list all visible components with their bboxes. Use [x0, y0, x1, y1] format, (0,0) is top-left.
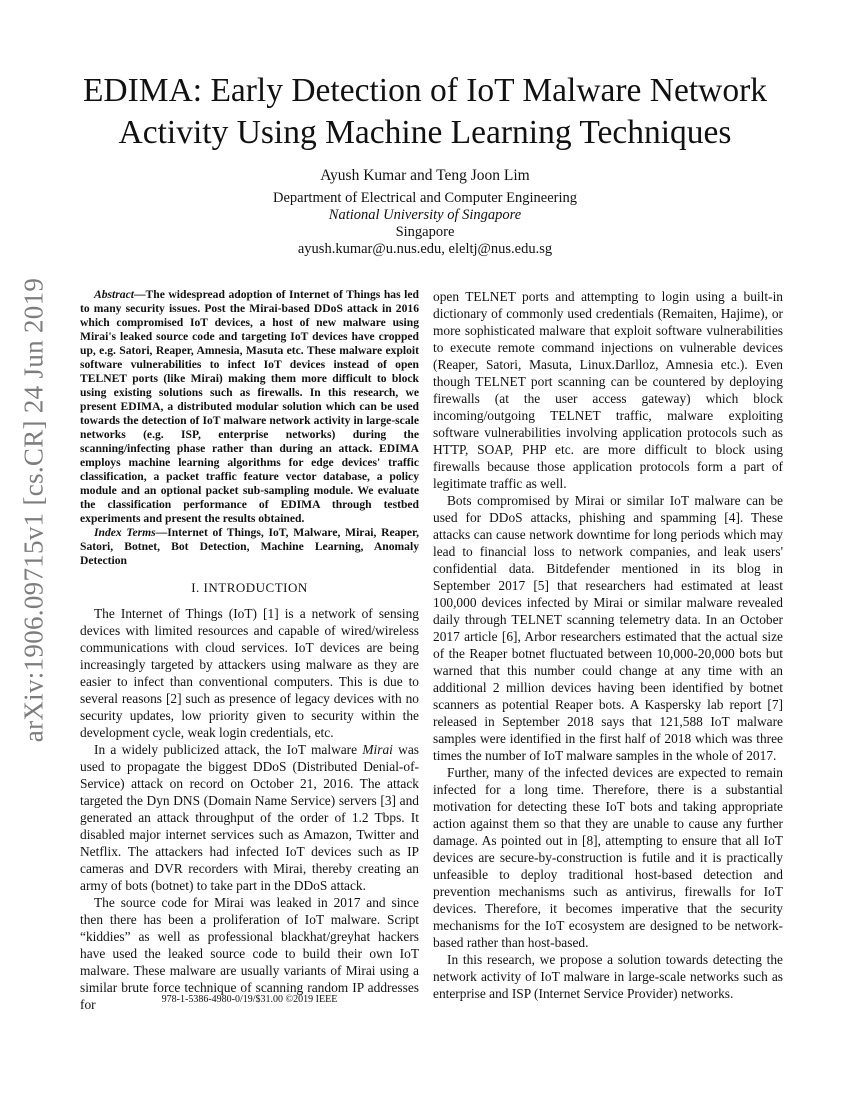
abstract	[80, 288, 419, 526]
source-code-paragraph: The source code for Mirai was leaked in 2017 and since then there has been a proliferation of IoT malware. Script “kiddies” as well as professional blackhat/greyhat hackers have used the leaked source code to build their own IoT malware. These malware are usually variants of Mirai using a similar brute force technique of scanning random IP addresses for	[80, 895, 419, 1012]
index-terms-lead: Index Terms	[94, 526, 156, 539]
telnet-paragraph: open TELNET ports and attempting to login using a built-in dictionary of commonly used credentials (Remaiten, Hajime), or more sophisticated malware that exploit software vulnerabilities to execute remote command injections on vulnerable devices (Reaper, Satori, Masuta, Linux.Darlloz, Amnesia etc.). Even though TELNET port scanning can be countered by deploying firewalls (at the user access gateway) which block incoming/outgoing TELNET traffic, malware exploiting software vulnerabilities involving application protocols such as HTTP, SOAP, PHP etc. are more difficult to block using firewalls because those application protocols form a part of legitimate traffic as well.	[433, 289, 783, 491]
index-terms-text: —Internet of Things, IoT, Malware, Mirai, Reaper, Satori, Botnet, Bot Detection, Machine Learning, Anomaly Detection	[80, 526, 419, 567]
paper-title	[60, 70, 790, 154]
left-column	[80, 288, 419, 1013]
author-names: Ayush Kumar and Teng Joon Lim	[320, 167, 530, 184]
mirai-paragraph	[80, 741, 419, 894]
arxiv-identifier	[14, 277, 54, 743]
arxiv-identifier-text: arXiv:1906.09715v1 [cs.CR] 24 Jun 2019	[18, 277, 49, 743]
further-paragraph: Further, many of the infected devices are expected to remain infected for a long time. Therefore, there is a substantial motivation for detecting these IoT bots and taking appropriate action against them so that they are unable to cause any further damage. As pointed out in [8], attempting to ensure that all IoT devices are secure-by-construction is futile and it is practically unfeasible to deploy traditional host-based detection and prevention mechanisms such as antivirus, firewalls for IoT devices. Therefore, it becomes imperative that the security mechanisms for the IoT ecosystem are designed to be network-based rather than host-based.	[433, 765, 783, 950]
author-emails: ayush.kumar@u.nus.edu, eleltj@nus.edu.sg	[297, 241, 553, 257]
index-terms	[80, 526, 419, 568]
author-department: Department of Electrical and Computer Engineering	[273, 190, 577, 206]
mirai-italic: Mirai	[362, 742, 393, 757]
author-institution: National University of Singapore	[328, 207, 522, 223]
author-block	[160, 167, 690, 258]
abstract-lead: Abstract	[94, 288, 134, 301]
title-line-2: Activity Using Machine Learning Techniques	[118, 114, 732, 151]
section-heading: I. INTRODUCTION	[191, 580, 308, 595]
right-column	[433, 288, 783, 1002]
author-country: Singapore	[395, 224, 455, 240]
copyright-footer: 978-1-5386-4980-0/19/$31.00 ©2019 IEEE	[161, 994, 338, 1005]
bots-paragraph: Bots compromised by Mirai or similar IoT malware can be used for DDoS attacks, phishing and spamming [4]. These attacks can cause network downtime for long periods which may lead to financial loss to network companies, and leak users' confidential data. Bitdefender mentioned in its blog in September 2017 [5] that researchers had estimated at least 100,000 devices infected by Mirai or similar malware revealed daily through TELNET scanning telemetry data. In an October 2017 article [6], Arbor researchers estimated that the actual size of the Reaper botnet fluctuated between 10,000-20,000 bots but warned that this number could change at any time with an additional 2 million devices having been identified by botnet scanners as potential Reaper bots. A Kaspersky lab report [7] released in September 2018 says that 121,588 IoT malware samples were identified in the first half of 2018 which was three times the number of IoT malware samples in the whole of 2017.	[433, 493, 783, 763]
intro-paragraph: The Internet of Things (IoT) [1] is a network of sensing devices with limited resources and capable of wired/wireless communications with cloud services. IoT devices are being increasingly targeted by attackers using malware as they are easier to infect than conventional computers. This is due to several reasons [2] such as presence of legacy devices with no security updates, low priority given to security within the development cycle, weak login credentials, etc.	[80, 606, 419, 740]
mirai-text-after: was used to propagate the biggest DDoS (Distributed Denial-of-Service) attack on record on October 21, 2016. The attack targeted the Dyn DNS (Domain Name Service) servers [3] and generated an attack throughput of the order of 1.2 Tbps. It disabled major internet services such as Amazon, Twitter and Netflix. The attackers had infected IoT devices such as IP cameras and DVR recorders with Mirai, thereby creating an army of bots (botnet) to take part in the DDoS attack.	[80, 742, 419, 893]
abstract-text: —The widespread adoption of Internet of Things has led to many security issues. Post the Mirai-based DDoS attack in 2016 which compromised IoT devices, a host of new malware using Mirai's leaked source code and targeting IoT devices have cropped up, e.g. Satori, Reaper, Amnesia, Masuta etc. These malware exploit software vulnerabilities to infect IoT devices instead of open TELNET ports (like Mirai) making them more difficult to block using existing solutions such as firewalls. In this research, we present EDIMA, a distributed modular solution which can be used towards the detection of IoT malware network activity in large-scale networks (e.g. ISP, enterprise networks) during the scanning/infecting phase rather than during an attack. EDIMA employs machine learning algorithms for edge devices' traffic classification, a packet traffic feature vector database, a policy module and an optional packet sub-sampling module. We evaluate the classification performance of EDIMA through testbed experiments and present the results obtained.	[80, 288, 419, 525]
mirai-text-before: In a widely publicized attack, the IoT malware	[94, 742, 363, 757]
title-line-1: EDIMA: Early Detection of IoT Malware Network	[82, 72, 768, 109]
proposal-paragraph: In this research, we propose a solution towards detecting the network activity of IoT malware in large-scale networks such as enterprise and ISP (Internet Service Provider) networks.	[433, 952, 783, 1001]
